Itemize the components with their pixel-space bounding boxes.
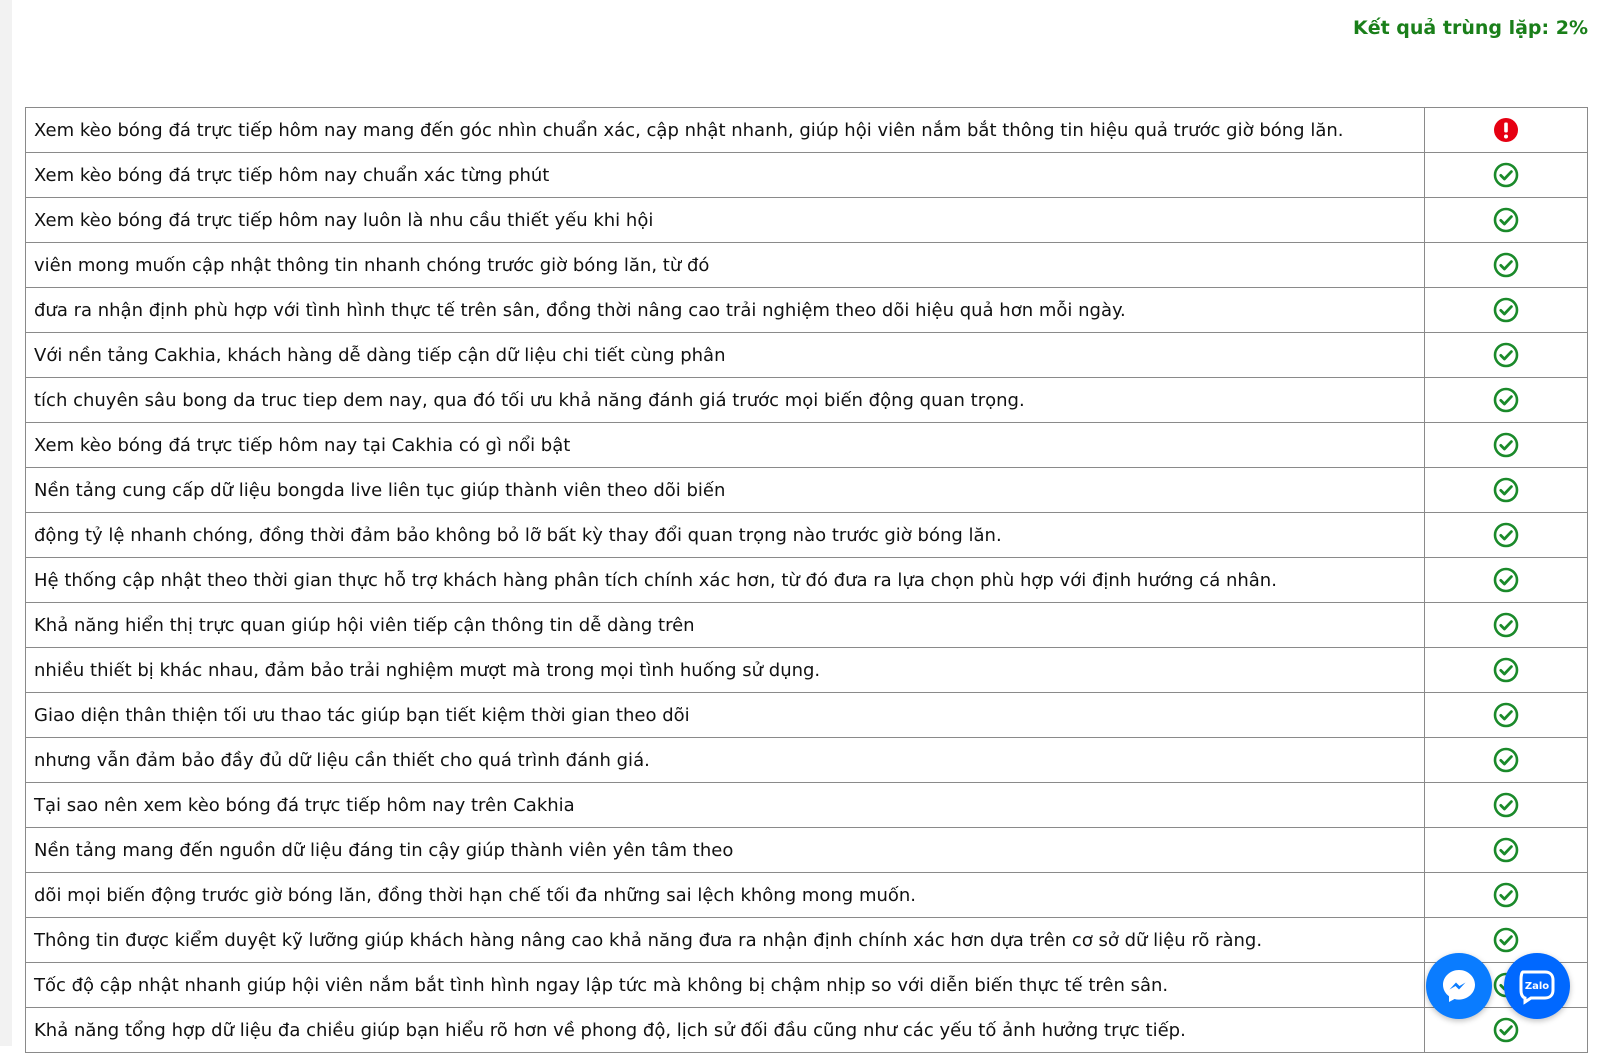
sentence-text: đưa ra nhận định phù hợp với tình hình thực tế trên sân, đồng thời nâng cao trải nghiệm theo dõi hiệu quả hơn mỗi ngày. (26, 288, 1425, 333)
sentence-text: Xem kèo bóng đá trực tiếp hôm nay tại Cakhia có gì nổi bật (26, 423, 1425, 468)
sentence-text: Hệ thống cập nhật theo thời gian thực hỗ trợ khách hàng phân tích chính xác hơn, từ đó đưa ra lựa chọn phù hợp với định hướng cá nhân. (26, 558, 1425, 603)
check-circle-icon (1493, 477, 1519, 503)
sentence-text: Xem kèo bóng đá trực tiếp hôm nay chuẩn xác từng phút (26, 153, 1425, 198)
status-cell (1425, 423, 1588, 468)
table-row (26, 603, 1588, 648)
sentence-text: Xem kèo bóng đá trực tiếp hôm nay mang đến góc nhìn chuẩn xác, cập nhật nhanh, giúp hội viên nắm bắt thông tin hiệu quả trước giờ bóng lăn. (26, 108, 1425, 153)
table-row (26, 963, 1588, 1008)
check-circle-icon (1493, 792, 1519, 818)
status-cell (1425, 783, 1588, 828)
status-cell (1425, 558, 1588, 603)
check-circle-icon (1493, 342, 1519, 368)
check-circle-icon (1493, 927, 1519, 953)
sentence-text: Tốc độ cập nhật nhanh giúp hội viên nắm bắt tình hình ngay lập tức mà không bị chậm nhịp so với diễn biến thực tế trên sân. (26, 963, 1425, 1008)
table-row (26, 378, 1588, 423)
table-row (26, 918, 1588, 963)
status-cell (1425, 288, 1588, 333)
status-cell (1425, 468, 1588, 513)
table-row (26, 288, 1588, 333)
status-cell (1425, 333, 1588, 378)
zalo-icon (1515, 966, 1559, 1006)
check-circle-icon (1493, 1017, 1519, 1043)
sentence-table-container (25, 107, 1587, 1053)
zalo-chat-button[interactable] (1504, 953, 1570, 1019)
sentence-text: Xem kèo bóng đá trực tiếp hôm nay luôn là nhu cầu thiết yếu khi hội (26, 198, 1425, 243)
sentence-text: Thông tin được kiểm duyệt kỹ lưỡng giúp khách hàng nâng cao khả năng đưa ra nhận định chính xác hơn dựa trên cơ sở dữ liệu rõ ràng. (26, 918, 1425, 963)
table-row (26, 738, 1588, 783)
check-circle-icon (1493, 207, 1519, 233)
warning-icon (1493, 117, 1519, 143)
table-row (26, 873, 1588, 918)
table-row (26, 243, 1588, 288)
check-circle-icon (1493, 837, 1519, 863)
sentence-table-body (26, 108, 1588, 1053)
check-circle-icon (1493, 522, 1519, 548)
status-cell (1425, 243, 1588, 288)
check-circle-icon (1493, 432, 1519, 458)
check-circle-icon (1493, 297, 1519, 323)
sentence-text: Khả năng hiển thị trực quan giúp hội viên tiếp cận thông tin dễ dàng trên (26, 603, 1425, 648)
status-cell (1425, 873, 1588, 918)
table-row (26, 423, 1588, 468)
duplicate-result-title: Kết quả trùng lặp: 2% (1353, 17, 1588, 39)
table-row (26, 153, 1588, 198)
table-row (26, 783, 1588, 828)
check-circle-icon (1493, 162, 1519, 188)
table-row (26, 693, 1588, 738)
sentence-text: dõi mọi biến động trước giờ bóng lăn, đồng thời hạn chế tối đa những sai lệch không mong muốn. (26, 873, 1425, 918)
sentence-text: Khả năng tổng hợp dữ liệu đa chiều giúp bạn hiểu rõ hơn về phong độ, lịch sử đối đầu cũng như các yếu tố ảnh hưởng trực tiếp. (26, 1008, 1425, 1053)
check-circle-icon (1493, 657, 1519, 683)
messenger-icon (1439, 966, 1479, 1006)
table-row (26, 828, 1588, 873)
check-circle-icon (1493, 567, 1519, 593)
table-row (26, 648, 1588, 693)
sentence-text: Với nền tảng Cakhia, khách hàng dễ dàng tiếp cận dữ liệu chi tiết cùng phân (26, 333, 1425, 378)
sentence-text: viên mong muốn cập nhật thông tin nhanh chóng trước giờ bóng lăn, từ đó (26, 243, 1425, 288)
table-row (26, 468, 1588, 513)
status-cell (1425, 648, 1588, 693)
sentence-text: Giao diện thân thiện tối ưu thao tác giúp bạn tiết kiệm thời gian theo dõi (26, 693, 1425, 738)
check-circle-icon (1493, 252, 1519, 278)
status-cell (1425, 198, 1588, 243)
sentence-text: Nền tảng mang đến nguồn dữ liệu đáng tin cậy giúp thành viên yên tâm theo (26, 828, 1425, 873)
status-cell (1425, 513, 1588, 558)
sentence-text: tích chuyên sâu bong da truc tiep dem nay, qua đó tối ưu khả năng đánh giá trước mọi biến động quan trọng. (26, 378, 1425, 423)
sentence-text: nhưng vẫn đảm bảo đầy đủ dữ liệu cần thiết cho quá trình đánh giá. (26, 738, 1425, 783)
status-cell (1425, 603, 1588, 648)
table-row (26, 558, 1588, 603)
left-edge-strip (0, 0, 12, 1046)
status-cell (1425, 693, 1588, 738)
sentence-text: động tỷ lệ nhanh chóng, đồng thời đảm bảo không bỏ lỡ bất kỳ thay đổi quan trọng nào trước giờ bóng lăn. (26, 513, 1425, 558)
status-cell (1425, 108, 1588, 153)
check-circle-icon (1493, 747, 1519, 773)
check-circle-icon (1493, 702, 1519, 728)
check-circle-icon (1493, 882, 1519, 908)
table-row (26, 108, 1588, 153)
table-row (26, 333, 1588, 378)
status-cell (1425, 378, 1588, 423)
status-cell (1425, 738, 1588, 783)
check-circle-icon (1493, 387, 1519, 413)
check-circle-icon (1493, 612, 1519, 638)
sentence-text: Tại sao nên xem kèo bóng đá trực tiếp hôm nay trên Cakhia (26, 783, 1425, 828)
status-cell (1425, 828, 1588, 873)
messenger-chat-button[interactable] (1426, 953, 1492, 1019)
sentence-text: nhiều thiết bị khác nhau, đảm bảo trải nghiệm mượt mà trong mọi tình huống sử dụng. (26, 648, 1425, 693)
sentence-text: Nền tảng cung cấp dữ liệu bongda live liên tục giúp thành viên theo dõi biến (26, 468, 1425, 513)
table-row (26, 513, 1588, 558)
table-row (26, 198, 1588, 243)
status-cell (1425, 153, 1588, 198)
sentence-check-table (25, 107, 1588, 1053)
svg-text:Zalo: Zalo (1524, 981, 1550, 992)
